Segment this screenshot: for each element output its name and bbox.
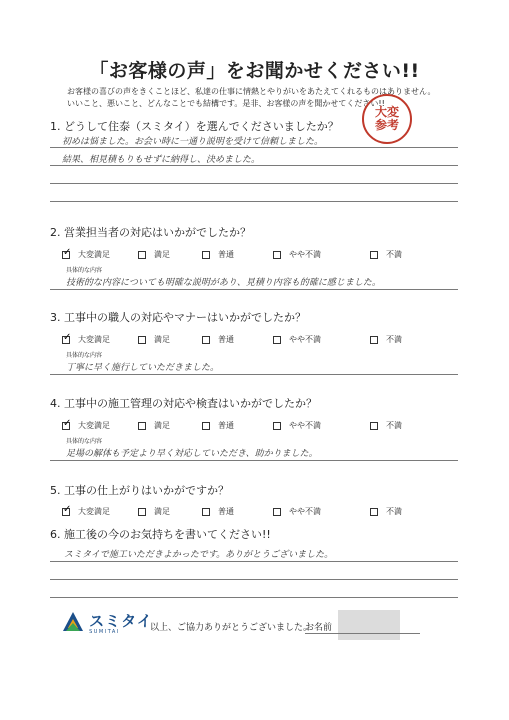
answer-rule	[50, 597, 458, 598]
question-2-answer: 技術的な内容についても明確な説明があり、見積り内容も的確に感じました。	[66, 278, 381, 288]
answer-rule	[50, 374, 458, 375]
name-label: お名前	[305, 623, 333, 633]
question-6-answer: スミタイで施工いただきよかったです。ありがとうございました。	[64, 550, 334, 560]
checkbox-icon[interactable]	[273, 422, 281, 430]
rating-label: 満足	[154, 507, 170, 516]
logo-mark-icon	[62, 611, 84, 637]
checkbox-icon[interactable]	[370, 508, 378, 516]
question-5-rating-very-satisfied[interactable]	[62, 506, 110, 517]
question-3-rating-slightly-dissatisfied[interactable]	[273, 334, 321, 345]
question-4-answer: 足場の解体も予定より早く対応していただき、助かりました。	[66, 449, 318, 459]
checkbox-icon[interactable]	[273, 508, 281, 516]
question-4	[50, 395, 317, 411]
checkbox-icon[interactable]	[370, 336, 378, 344]
rating-label: 満足	[154, 250, 170, 259]
question-2-rating-neutral[interactable]	[202, 249, 234, 260]
answer-rule	[50, 147, 458, 148]
question-2-rating-slightly-dissatisfied[interactable]	[273, 249, 321, 260]
question-5-rating-slightly-dissatisfied[interactable]	[273, 506, 321, 517]
question-3-rating-neutral[interactable]	[202, 334, 234, 345]
question-1-answer-line-2: 結果、相見積もりもせずに納得し、決めました。	[62, 155, 261, 165]
question-4-rating-very-satisfied[interactable]	[62, 420, 110, 431]
rating-label: 満足	[154, 335, 170, 344]
logo-text	[89, 613, 153, 635]
rating-label: やや不満	[289, 507, 321, 516]
question-5	[50, 482, 229, 498]
checkbox-icon[interactable]	[370, 422, 378, 430]
question-6-number: 6.	[50, 528, 61, 541]
rating-label: 大変満足	[78, 250, 110, 259]
question-4-number: 4.	[50, 397, 61, 410]
question-3-rating-dissatisfied[interactable]	[370, 334, 402, 345]
question-2-number: 2.	[50, 226, 61, 239]
rating-label: 大変満足	[78, 507, 110, 516]
checkbox-icon[interactable]	[202, 422, 210, 430]
question-3-rating-very-satisfied[interactable]	[62, 334, 110, 345]
intro-line-2: いいこと、悪いこと、どんなことでも結構です。是非、お客様の声を聞かせてください!!	[67, 99, 385, 108]
checkbox-icon[interactable]	[370, 251, 378, 259]
question-1-text: どうして住泰（スミタイ）を選んでくださいましたか？	[64, 120, 339, 133]
question-3-rating-satisfied[interactable]	[138, 334, 170, 345]
question-6	[50, 526, 271, 542]
company-logo	[62, 611, 153, 637]
answer-rule	[50, 561, 458, 562]
rating-label: 普通	[218, 507, 234, 516]
question-4-rating-dissatisfied[interactable]	[370, 420, 402, 431]
specific-label: 具体的な内容	[66, 352, 103, 359]
checkbox-icon[interactable]	[138, 422, 146, 430]
question-5-number: 5.	[50, 484, 61, 497]
answer-rule	[50, 201, 458, 202]
checkbox-icon[interactable]	[138, 336, 146, 344]
question-2-rating-dissatisfied[interactable]	[370, 249, 402, 260]
rating-label: 普通	[218, 421, 234, 430]
rating-label: 不満	[386, 421, 402, 430]
question-6-text: 施工後の今のお気持ちを書いてください!!	[64, 528, 271, 541]
question-1-answer-line-1: 初めは悩ました。お会い時に一通り説明を受けて信頼しました。	[62, 137, 324, 147]
question-5-rating-satisfied[interactable]	[138, 506, 170, 517]
rating-label: 大変満足	[78, 421, 110, 430]
answer-rule	[50, 579, 458, 580]
rating-label: 不満	[386, 250, 402, 259]
question-2-rating-satisfied[interactable]	[138, 249, 170, 260]
question-4-rating-neutral[interactable]	[202, 420, 234, 431]
question-2	[50, 224, 251, 240]
answer-rule	[50, 289, 458, 290]
checkbox-checked-icon[interactable]	[62, 251, 70, 259]
checkbox-checked-icon[interactable]	[62, 336, 70, 344]
checkbox-checked-icon[interactable]	[62, 508, 70, 516]
question-2-rating-very-satisfied[interactable]	[62, 249, 110, 260]
rating-label: 不満	[386, 507, 402, 516]
rating-label: 満足	[154, 421, 170, 430]
page-title: 「お客様の声」をお聞かせください!!	[89, 60, 420, 82]
rating-label: やや不満	[289, 421, 321, 430]
checkbox-checked-icon[interactable]	[62, 422, 70, 430]
question-4-text: 工事中の施工管理の対応や検査はいかがでしたか？	[64, 397, 317, 410]
stamp-text: 大変 参考	[374, 105, 399, 132]
question-5-rating-dissatisfied[interactable]	[370, 506, 402, 517]
specific-label: 具体的な内容	[66, 267, 103, 274]
checkbox-icon[interactable]	[138, 251, 146, 259]
checkbox-icon[interactable]	[273, 336, 281, 344]
checkbox-icon[interactable]	[138, 508, 146, 516]
answer-rule	[50, 183, 458, 184]
answer-rule	[50, 165, 458, 166]
redacted-name	[338, 610, 400, 640]
rating-label: 普通	[218, 250, 234, 259]
question-5-text: 工事の仕上がりはいかがですか？	[64, 484, 229, 497]
rating-label: 不満	[386, 335, 402, 344]
rating-label: 大変満足	[78, 335, 110, 344]
checkbox-icon[interactable]	[202, 251, 210, 259]
question-3-answer: 丁寧に早く施行していただきました。	[66, 363, 220, 373]
checkbox-icon[interactable]	[202, 336, 210, 344]
question-1-number: 1.	[50, 120, 61, 133]
question-3-number: 3.	[50, 311, 61, 324]
thanks-text: 以上、ご協力ありがとうございました。	[150, 623, 313, 633]
specific-label: 具体的な内容	[66, 438, 103, 445]
question-3	[50, 309, 306, 325]
name-rule	[305, 633, 420, 634]
rating-label: やや不満	[289, 335, 321, 344]
question-2-text: 営業担当者の対応はいかがでしたか？	[64, 226, 251, 239]
logo-name: スミタイ	[89, 612, 153, 630]
question-5-rating-neutral[interactable]	[202, 506, 234, 517]
intro-line-1: お客様の喜びの声をきくことほど、私達の仕事に情熱とやりがいをあたえてくれるものはありません。	[67, 87, 436, 96]
logo-sub: SUMITAI	[89, 629, 120, 635]
question-4-rating-slightly-dissatisfied[interactable]	[273, 420, 321, 431]
rating-label: やや不満	[289, 250, 321, 259]
checkbox-icon[interactable]	[202, 508, 210, 516]
rating-label: 普通	[218, 335, 234, 344]
checkbox-icon[interactable]	[273, 251, 281, 259]
approval-stamp	[362, 94, 412, 144]
question-3-text: 工事中の職人の対応やマナーはいかがでしたか？	[64, 311, 306, 324]
answer-rule	[50, 460, 458, 461]
question-1	[50, 118, 339, 134]
question-4-rating-satisfied[interactable]	[138, 420, 170, 431]
